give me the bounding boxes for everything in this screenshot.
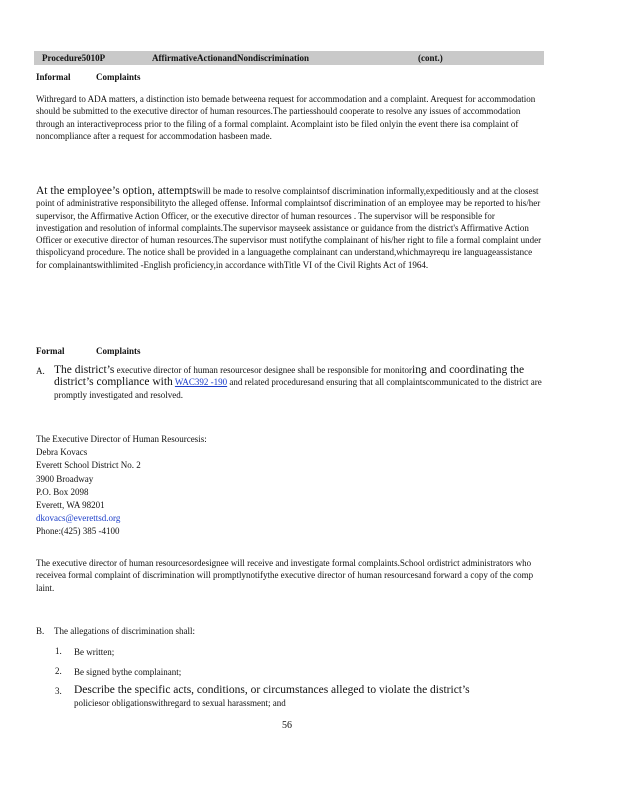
list-item: Be written;: [74, 647, 115, 657]
contact-city: Everett, WA 98201: [36, 500, 105, 511]
paragraph-informal-complaints: [36, 185, 542, 271]
list-number: 3.: [55, 686, 62, 696]
paragraph-text-large: ing and coordinating the district’s compliance with: [54, 364, 525, 389]
allegations-intro: The allegations of discrimination shall:: [54, 626, 195, 636]
wac-link[interactable]: WAC392 -190: [174, 377, 228, 388]
page-number: 56: [282, 720, 292, 731]
list-number: 1.: [55, 646, 62, 656]
paragraph-formal-receipt: [36, 557, 542, 594]
paragraph-receipt-text: The executive director of human resourcesordesignee will receive and investigate formal complaints.School ordistrict administrators who receivea formal complaint of discrimination will promptlynotifythe executive director of human resourcesand forward a copy of the comp laint.: [36, 558, 534, 593]
procedure-number: Procedure5010P: [42, 53, 106, 63]
paragraph-lead: At the employee’s option, attempts: [36, 185, 197, 197]
running-header: [34, 51, 544, 65]
item-label-b: B.: [36, 626, 45, 636]
paragraph-formal-a: [54, 364, 542, 401]
list-item-text: policiesor obligationswithregard to sexual harassment; and: [74, 698, 286, 708]
heading-word-1: Formal: [36, 346, 65, 356]
list-number: 2.: [55, 666, 62, 676]
paragraph-lead: The district’s: [54, 364, 115, 376]
heading-word-2: Complaints: [96, 346, 141, 356]
contact-district: Everett School District No. 2: [36, 460, 141, 471]
contact-block: [36, 433, 207, 539]
list-item: Be signed bythe complainant;: [74, 667, 182, 677]
contact-street: 3900 Broadway: [36, 473, 94, 484]
contact-email-link[interactable]: dkovacs@everettsd.org: [36, 513, 121, 524]
informal-heading: [36, 72, 141, 82]
paragraph-ada: [36, 93, 542, 142]
contact-intro: The Executive Director of Human Resourcesis:: [36, 434, 207, 444]
contact-phone: Phone:(425) 385 -4100: [36, 526, 120, 537]
paragraph-ada-text: Withregard to ADA matters, a distinction isto bemade betweena request for accommodation and a complaint. Arequest for accommodation should be submitted to the executive director of human resources.The partiesshould cooperate to resolve any issues of accommodation through an interactiveprocess prior to the filing of a formal complaint. Acomplaint isto be filed onlyin the event there isa complaint of noncompliance after a request for accommodation hasbeen made.: [36, 94, 536, 141]
formal-heading: [36, 346, 141, 356]
procedure-title: AffirmativeActionandNondiscrimination: [152, 53, 309, 63]
heading-word-2: Complaints: [96, 72, 141, 82]
list-item: [74, 684, 544, 710]
item-label-a: A.: [36, 366, 45, 376]
heading-word-1: Informal: [36, 72, 71, 82]
paragraph-body: will be made to resolve complaintsof discrimination informally,expeditiously and at the closest point of administrative responsibilityto the alleged offense. Informal complaintsof discrimination of an employee may be reported to his/her supervisor, the Affirmative Action Officer, or the executive director of human resources . The supervisor will be responsible for investigation and resolution of informal complaints.The supervisor mayseek assistance or guidance from the district's Affirmative Action Officer or executive director of human resources.The supervisor must notifythe complainant of his/her right to file a formal complaint under thispolicyand procedure. The notice shall be provided in a languagethe complainant can understand,whichmayrequ ire languageassistance for complainantswithlimited -English proficiency,in accordance withTitle VI of the Civil Rights Act of 1964.: [36, 186, 542, 270]
paragraph-text-2: and related proceduresand ensuring that all complaintscommunicated to the district are promptly investigated and resolved.: [54, 377, 542, 400]
list-item-lead: Describe the specific acts, conditions, or circumstances alleged to violate the district’s: [74, 684, 470, 696]
continued-label: (cont.): [418, 53, 443, 63]
contact-name: Debra Kovacs: [36, 447, 88, 458]
paragraph-text-1: executive director of human resourcesor designee shall be responsible for monitor: [116, 365, 413, 375]
contact-po-box: P.O. Box 2098: [36, 486, 89, 497]
